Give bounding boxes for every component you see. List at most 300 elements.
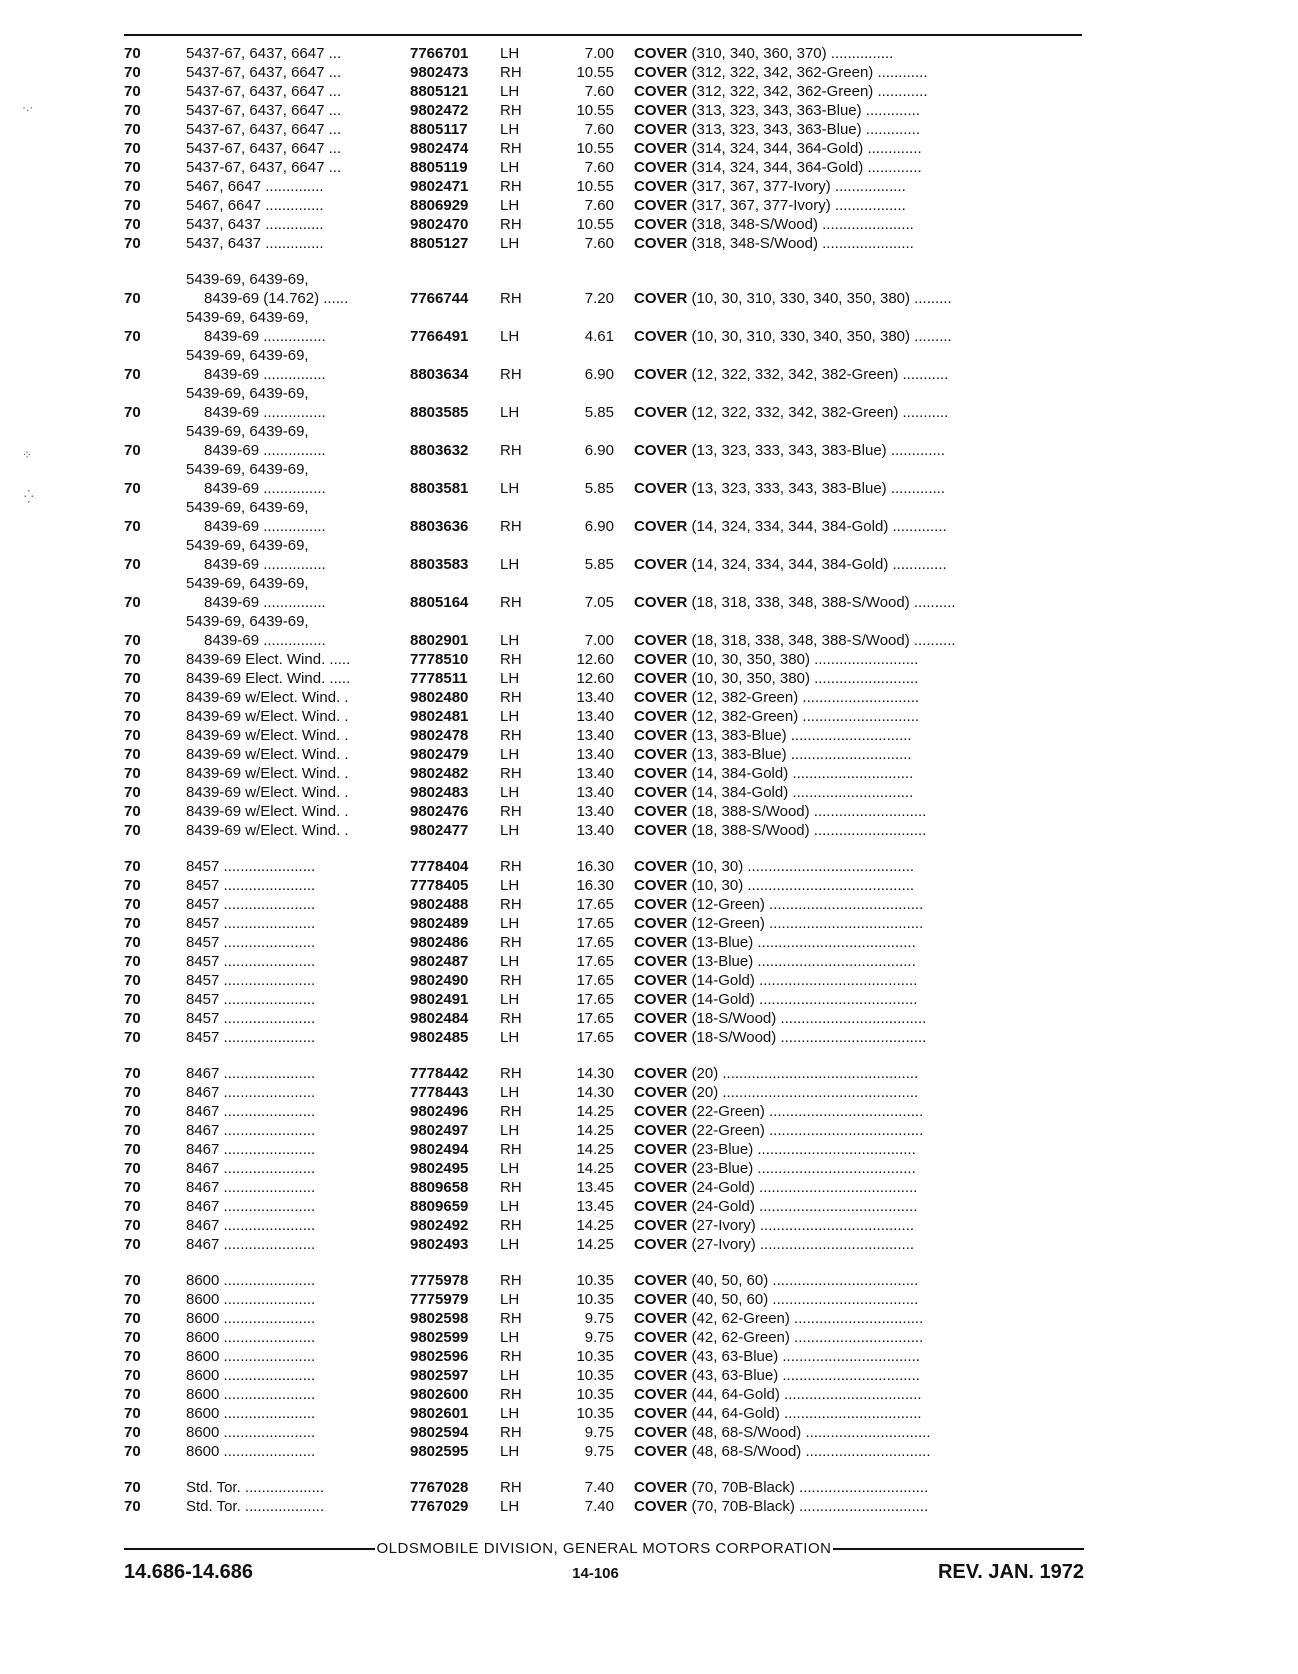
price-cell: 14.30 xyxy=(576,1084,614,1101)
description-cell xyxy=(634,990,1084,1009)
description-cell xyxy=(634,952,1084,971)
table-row xyxy=(124,270,1084,308)
description-text: (27-Ivory) ..................................... xyxy=(691,1236,915,1253)
model-line: 8457 ...................... xyxy=(186,1029,316,1046)
year-cell: 70 xyxy=(124,159,141,176)
price-cell: 10.55 xyxy=(576,178,614,195)
part-number-cell: 9802471 xyxy=(410,178,469,195)
description-keyword: COVER xyxy=(634,858,688,875)
side-cell: RH xyxy=(500,1348,522,1365)
model-line: 5439-69, 6439-69, xyxy=(186,271,309,288)
description-text: (12-Green) ..................................... xyxy=(691,896,924,913)
price-cell: 13.40 xyxy=(576,708,614,725)
description-text: (42, 62-Green) ............................... xyxy=(691,1310,924,1327)
description-text: (70, 70B-Black) ............................... xyxy=(691,1479,929,1496)
model-cell xyxy=(186,574,410,612)
price-cell: 17.65 xyxy=(576,953,614,970)
model-line: 8457 ...................... xyxy=(186,896,316,913)
year-cell: 70 xyxy=(124,442,141,459)
part-number-cell: 9802478 xyxy=(410,727,469,744)
description-cell xyxy=(634,1083,1084,1102)
model-line: 8600 ...................... xyxy=(186,1405,316,1422)
description-text: (312, 322, 342, 362-Green) ............ xyxy=(691,64,928,81)
table-row xyxy=(124,44,1084,63)
description-keyword: COVER xyxy=(634,442,688,459)
description-cell xyxy=(634,1028,1084,1047)
table-row xyxy=(124,308,1084,346)
price-cell: 10.55 xyxy=(576,140,614,157)
price-cell: 13.40 xyxy=(576,803,614,820)
year-cell: 70 xyxy=(124,290,141,307)
description-cell xyxy=(634,196,1084,215)
year-cell: 70 xyxy=(124,1160,141,1177)
part-number-cell: 9802490 xyxy=(410,972,469,989)
table-row xyxy=(124,1290,1084,1309)
description-cell xyxy=(634,821,1084,840)
table-row xyxy=(124,101,1084,120)
model-line: 8467 ...................... xyxy=(186,1141,316,1158)
year-cell: 70 xyxy=(124,858,141,875)
description-cell xyxy=(634,1290,1084,1309)
table-row xyxy=(124,1178,1084,1197)
side-cell: RH xyxy=(500,1103,522,1120)
table-row xyxy=(124,669,1084,688)
price-cell: 13.40 xyxy=(576,784,614,801)
table-row xyxy=(124,971,1084,990)
group-spacer xyxy=(124,1047,1084,1064)
description-cell xyxy=(634,1347,1084,1366)
scan-speck: ⁛ xyxy=(24,490,34,504)
price-cell: 4.61 xyxy=(584,328,614,345)
model-cell xyxy=(186,895,410,914)
model-line: 8457 ...................... xyxy=(186,1010,316,1027)
description-text: (10, 30, 350, 380) ......................... xyxy=(691,651,919,668)
side-cell: LH xyxy=(500,1291,520,1308)
year-cell: 70 xyxy=(124,216,141,233)
price-cell: 13.40 xyxy=(576,765,614,782)
description-keyword: COVER xyxy=(634,121,688,138)
description-text: (40, 50, 60) ................................... xyxy=(691,1291,919,1308)
table-row xyxy=(124,688,1084,707)
price-cell: 14.25 xyxy=(576,1122,614,1139)
description-text: (18, 388-S/Wood) ........................... xyxy=(691,822,927,839)
part-number-cell: 9802485 xyxy=(410,1029,469,1046)
model-cell xyxy=(186,63,410,82)
description-cell xyxy=(634,63,1084,82)
price-cell: 10.35 xyxy=(576,1291,614,1308)
description-cell xyxy=(634,1178,1084,1197)
group-spacer xyxy=(124,1461,1084,1478)
part-number-cell: 8805119 xyxy=(410,159,468,176)
table-row xyxy=(124,933,1084,952)
table-row xyxy=(124,857,1084,876)
description-keyword: COVER xyxy=(634,594,688,611)
price-cell: 16.30 xyxy=(576,858,614,875)
year-cell: 70 xyxy=(124,1272,141,1289)
part-number-cell: 7778443 xyxy=(410,1084,469,1101)
description-keyword: COVER xyxy=(634,953,688,970)
description-cell xyxy=(634,764,1084,783)
table-row xyxy=(124,422,1084,460)
description-keyword: COVER xyxy=(634,159,688,176)
description-keyword: COVER xyxy=(634,670,688,687)
description-text: (44, 64-Gold) ................................. xyxy=(691,1386,922,1403)
model-cell xyxy=(186,346,410,384)
description-cell xyxy=(634,1216,1084,1235)
description-text: (10, 30, 350, 380) ......................... xyxy=(691,670,919,687)
side-cell: RH xyxy=(500,442,522,459)
model-line: 5467, 6647 .............. xyxy=(186,197,324,214)
model-cell xyxy=(186,120,410,139)
model-cell xyxy=(186,1478,410,1497)
side-cell: RH xyxy=(500,518,522,535)
price-cell: 10.35 xyxy=(576,1386,614,1403)
model-cell xyxy=(186,1216,410,1235)
description-text: (14, 324, 334, 344, 384-Gold) ............. xyxy=(691,556,947,573)
table-row xyxy=(124,650,1084,669)
year-cell: 70 xyxy=(124,404,141,421)
table-row xyxy=(124,82,1084,101)
description-keyword: COVER xyxy=(634,1498,688,1515)
part-number-cell: 9802470 xyxy=(410,216,469,233)
model-cell xyxy=(186,1159,410,1178)
side-cell: RH xyxy=(500,64,522,81)
side-cell: RH xyxy=(500,366,522,383)
description-keyword: COVER xyxy=(634,1103,688,1120)
part-number-cell: 9802474 xyxy=(410,140,469,157)
model-cell xyxy=(186,1083,410,1102)
description-cell xyxy=(634,365,1084,384)
part-number-cell: 9802483 xyxy=(410,784,469,801)
description-cell xyxy=(634,1159,1084,1178)
table-row xyxy=(124,1197,1084,1216)
price-cell: 13.40 xyxy=(576,822,614,839)
model-line: 8467 ...................... xyxy=(186,1103,316,1120)
price-cell: 7.00 xyxy=(584,632,614,649)
footer-rule-right xyxy=(833,1548,1084,1550)
year-cell: 70 xyxy=(124,121,141,138)
side-cell: RH xyxy=(500,290,522,307)
table-row xyxy=(124,783,1084,802)
year-cell: 70 xyxy=(124,1029,141,1046)
model-cell xyxy=(186,1347,410,1366)
table-row xyxy=(124,1497,1084,1516)
model-line: 5467, 6647 .............. xyxy=(186,178,324,195)
description-keyword: COVER xyxy=(634,1348,688,1365)
model-cell xyxy=(186,139,410,158)
price-cell: 10.35 xyxy=(576,1348,614,1365)
table-row xyxy=(124,1102,1084,1121)
price-cell: 7.05 xyxy=(584,594,614,611)
side-cell: LH xyxy=(500,708,520,725)
price-cell: 12.60 xyxy=(576,670,614,687)
price-cell: 5.85 xyxy=(584,480,614,497)
side-cell: LH xyxy=(500,670,520,687)
description-keyword: COVER xyxy=(634,1291,688,1308)
table-row xyxy=(124,821,1084,840)
description-text: (10, 30, 310, 330, 340, 350, 380) ......... xyxy=(691,290,952,307)
description-cell xyxy=(634,783,1084,802)
year-cell: 70 xyxy=(124,1348,141,1365)
part-number-cell: 8806929 xyxy=(410,197,469,214)
price-cell: 13.45 xyxy=(576,1179,614,1196)
table-row xyxy=(124,876,1084,895)
description-text: (18, 318, 338, 348, 388-S/Wood) .......... xyxy=(691,632,956,649)
model-cell xyxy=(186,177,410,196)
description-text: (14, 324, 334, 344, 384-Gold) ............. xyxy=(691,518,947,535)
model-cell xyxy=(186,990,410,1009)
description-keyword: COVER xyxy=(634,216,688,233)
model-cell xyxy=(186,196,410,215)
part-number-cell: 7778510 xyxy=(410,651,469,668)
model-line: 5437-67, 6437, 6647 ... xyxy=(186,140,342,157)
model-cell xyxy=(186,821,410,840)
table-row xyxy=(124,612,1084,650)
model-cell xyxy=(186,783,410,802)
part-number-cell: 8803585 xyxy=(410,404,469,421)
description-cell xyxy=(634,631,1084,650)
year-cell: 70 xyxy=(124,670,141,687)
model-cell xyxy=(186,498,410,536)
model-line: 8457 ...................... xyxy=(186,858,316,875)
description-cell xyxy=(634,479,1084,498)
table-row xyxy=(124,914,1084,933)
year-cell: 70 xyxy=(124,689,141,706)
description-keyword: COVER xyxy=(634,1405,688,1422)
table-row xyxy=(124,139,1084,158)
model-cell xyxy=(186,44,410,63)
price-cell: 10.55 xyxy=(576,64,614,81)
model-line: 5439-69, 6439-69, xyxy=(186,423,309,440)
description-keyword: COVER xyxy=(634,235,688,252)
part-number-cell: 9802596 xyxy=(410,1348,469,1365)
description-cell xyxy=(634,517,1084,536)
model-line: 8600 ...................... xyxy=(186,1348,316,1365)
price-cell: 10.35 xyxy=(576,1405,614,1422)
description-keyword: COVER xyxy=(634,1386,688,1403)
table-row xyxy=(124,196,1084,215)
footer-rule-row xyxy=(124,1540,1084,1557)
description-cell xyxy=(634,876,1084,895)
side-cell: RH xyxy=(500,689,522,706)
side-cell: LH xyxy=(500,1329,520,1346)
description-text: (13, 323, 333, 343, 383-Blue) ............. xyxy=(691,480,945,497)
year-cell: 70 xyxy=(124,366,141,383)
side-cell: RH xyxy=(500,1179,522,1196)
year-cell: 70 xyxy=(124,518,141,535)
price-cell: 6.90 xyxy=(584,366,614,383)
model-line: 5437-67, 6437, 6647 ... xyxy=(186,121,342,138)
table-row xyxy=(124,1009,1084,1028)
model-line-continued: 8439-69 (14.762) ...... xyxy=(204,290,349,307)
side-cell: LH xyxy=(500,1160,520,1177)
model-cell xyxy=(186,536,410,574)
year-cell: 70 xyxy=(124,1179,141,1196)
price-cell: 10.35 xyxy=(576,1272,614,1289)
description-text: (14-Gold) ...................................... xyxy=(691,972,918,989)
description-cell xyxy=(634,726,1084,745)
table-row xyxy=(124,574,1084,612)
description-cell xyxy=(634,650,1084,669)
year-cell: 70 xyxy=(124,877,141,894)
price-cell: 7.40 xyxy=(584,1479,614,1496)
part-number-cell: 9802473 xyxy=(410,64,469,81)
model-line: 8600 ...................... xyxy=(186,1329,316,1346)
part-number-cell: 9802481 xyxy=(410,708,469,725)
description-text: (23-Blue) ...................................... xyxy=(691,1141,916,1158)
year-cell: 70 xyxy=(124,727,141,744)
description-cell xyxy=(634,403,1084,422)
table-row xyxy=(124,726,1084,745)
description-keyword: COVER xyxy=(634,64,688,81)
price-cell: 10.35 xyxy=(576,1367,614,1384)
table-row xyxy=(124,802,1084,821)
side-cell: LH xyxy=(500,1405,520,1422)
price-cell: 7.40 xyxy=(584,1498,614,1515)
part-number-cell: 9802497 xyxy=(410,1122,469,1139)
model-line: 8600 ...................... xyxy=(186,1424,316,1441)
year-cell: 70 xyxy=(124,915,141,932)
year-cell: 70 xyxy=(124,934,141,951)
model-line: 5437, 6437 .............. xyxy=(186,235,324,252)
price-cell: 13.40 xyxy=(576,689,614,706)
model-line: 5437-67, 6437, 6647 ... xyxy=(186,64,342,81)
year-cell: 70 xyxy=(124,803,141,820)
side-cell: RH xyxy=(500,1479,522,1496)
model-line: Std. Tor. ................... xyxy=(186,1479,325,1496)
year-cell: 70 xyxy=(124,708,141,725)
side-cell: LH xyxy=(500,1367,520,1384)
model-line: 8467 ...................... xyxy=(186,1084,316,1101)
table-row xyxy=(124,952,1084,971)
description-text: (20) ............................................... xyxy=(691,1084,919,1101)
year-cell: 70 xyxy=(124,953,141,970)
description-text: (12, 322, 332, 342, 382-Green) ........... xyxy=(691,404,949,421)
side-cell: RH xyxy=(500,858,522,875)
year-cell: 70 xyxy=(124,1405,141,1422)
model-cell xyxy=(186,1328,410,1347)
table-row xyxy=(124,1235,1084,1254)
description-cell xyxy=(634,120,1084,139)
description-cell xyxy=(634,1478,1084,1497)
description-keyword: COVER xyxy=(634,1141,688,1158)
price-cell: 17.65 xyxy=(576,896,614,913)
table-row xyxy=(124,1423,1084,1442)
model-line: 5439-69, 6439-69, xyxy=(186,309,309,326)
model-line: 8439-69 Elect. Wind. ..... xyxy=(186,670,351,687)
table-row xyxy=(124,1064,1084,1083)
description-keyword: COVER xyxy=(634,1065,688,1082)
model-line: 8439-69 w/Elect. Wind. . xyxy=(186,803,349,820)
price-cell: 6.90 xyxy=(584,442,614,459)
model-cell xyxy=(186,1121,410,1140)
model-line: 8439-69 w/Elect. Wind. . xyxy=(186,708,349,725)
price-cell: 14.30 xyxy=(576,1065,614,1082)
model-line: 8457 ...................... xyxy=(186,877,316,894)
description-text: (48, 68-S/Wood) .............................. xyxy=(691,1443,931,1460)
price-cell: 17.65 xyxy=(576,934,614,951)
model-line: 8467 ...................... xyxy=(186,1236,316,1253)
model-line-continued: 8439-69 ............... xyxy=(204,328,326,345)
price-cell: 13.45 xyxy=(576,1198,614,1215)
price-cell: 13.40 xyxy=(576,746,614,763)
year-cell: 70 xyxy=(124,1084,141,1101)
model-line: 8439-69 w/Elect. Wind. . xyxy=(186,822,349,839)
part-number-cell: 9802482 xyxy=(410,765,469,782)
description-keyword: COVER xyxy=(634,896,688,913)
description-text: (313, 323, 343, 363-Blue) ............. xyxy=(691,102,920,119)
description-keyword: COVER xyxy=(634,1029,688,1046)
top-rule xyxy=(124,34,1082,36)
description-text: (13-Blue) ...................................... xyxy=(691,953,916,970)
description-text: (42, 62-Green) ............................... xyxy=(691,1329,924,1346)
model-line-continued: 8439-69 ............... xyxy=(204,404,326,421)
year-cell: 70 xyxy=(124,594,141,611)
model-line: 5439-69, 6439-69, xyxy=(186,575,309,592)
model-line: 8439-69 w/Elect. Wind. . xyxy=(186,689,349,706)
description-text: (48, 68-S/Wood) .............................. xyxy=(691,1424,931,1441)
model-cell xyxy=(186,158,410,177)
model-cell xyxy=(186,669,410,688)
description-keyword: COVER xyxy=(634,83,688,100)
description-text: (14, 384-Gold) ............................. xyxy=(691,765,914,782)
part-number-cell: 9802495 xyxy=(410,1160,469,1177)
model-line-continued: 8439-69 ............... xyxy=(204,556,326,573)
description-text: (310, 340, 360, 370) ............... xyxy=(691,45,894,62)
price-cell: 13.40 xyxy=(576,727,614,744)
part-number-cell: 9802601 xyxy=(410,1405,469,1422)
description-cell xyxy=(634,802,1084,821)
part-number-cell: 8805127 xyxy=(410,235,469,252)
model-cell xyxy=(186,933,410,952)
price-cell: 14.25 xyxy=(576,1236,614,1253)
side-cell: RH xyxy=(500,1141,522,1158)
description-cell xyxy=(634,327,1084,346)
model-line: 5439-69, 6439-69, xyxy=(186,537,309,554)
part-number-cell: 9802599 xyxy=(410,1329,469,1346)
model-line: 5439-69, 6439-69, xyxy=(186,499,309,516)
year-cell: 70 xyxy=(124,64,141,81)
model-line: 8600 ...................... xyxy=(186,1272,316,1289)
model-cell xyxy=(186,1102,410,1121)
part-number-cell: 9802480 xyxy=(410,689,469,706)
year-cell: 70 xyxy=(124,1010,141,1027)
model-line: 5439-69, 6439-69, xyxy=(186,347,309,364)
description-keyword: COVER xyxy=(634,1217,688,1234)
description-text: (27-Ivory) ..................................... xyxy=(691,1217,915,1234)
description-keyword: COVER xyxy=(634,632,688,649)
model-line-continued: 8439-69 ............... xyxy=(204,480,326,497)
description-text: (13-Blue) ...................................... xyxy=(691,934,916,951)
description-cell xyxy=(634,158,1084,177)
description-cell xyxy=(634,669,1084,688)
part-number-cell: 9802492 xyxy=(410,1217,469,1234)
price-cell: 6.90 xyxy=(584,518,614,535)
description-keyword: COVER xyxy=(634,1084,688,1101)
description-cell xyxy=(634,688,1084,707)
model-cell xyxy=(186,460,410,498)
year-cell: 70 xyxy=(124,822,141,839)
year-cell: 70 xyxy=(124,1479,141,1496)
model-line: 8439-69 w/Elect. Wind. . xyxy=(186,727,349,744)
description-text: (20) ............................................... xyxy=(691,1065,919,1082)
part-number-cell: 9802594 xyxy=(410,1424,469,1441)
side-cell: LH xyxy=(500,915,520,932)
table-row xyxy=(124,895,1084,914)
table-row xyxy=(124,498,1084,536)
table-row xyxy=(124,63,1084,82)
description-cell xyxy=(634,1404,1084,1423)
